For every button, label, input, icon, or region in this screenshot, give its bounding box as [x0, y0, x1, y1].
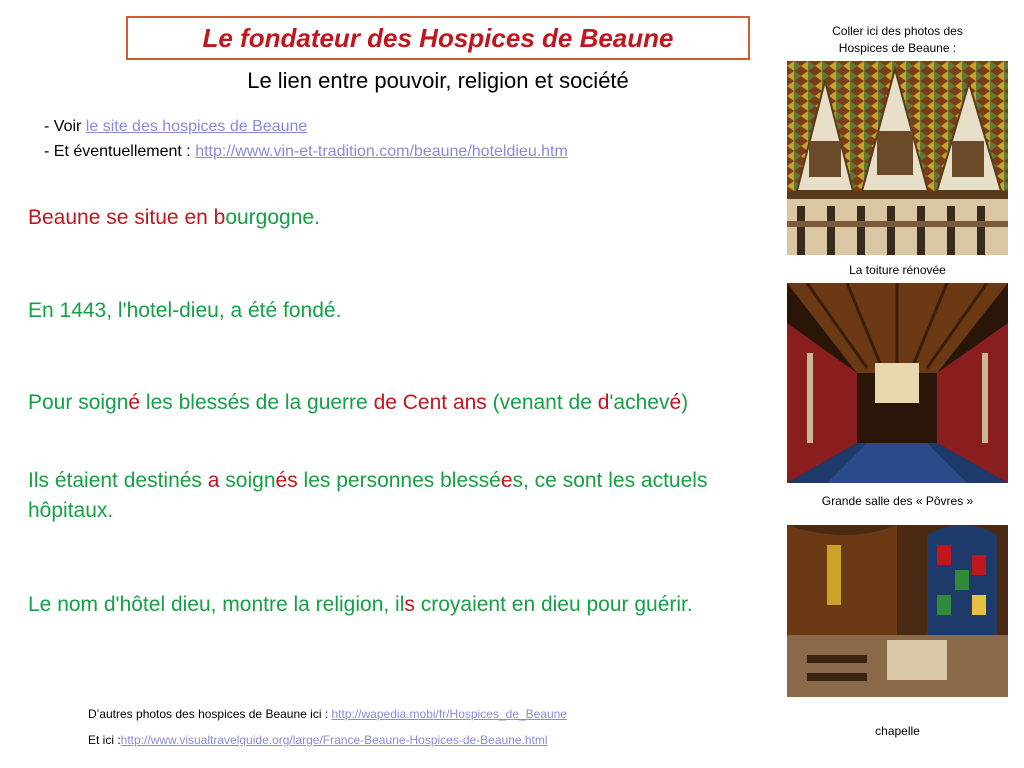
photo-great-hall-caption: Grande salle des « Pôvres »: [821, 494, 974, 508]
paragraph-religion: [28, 590, 773, 620]
p3-f: d: [597, 391, 610, 414]
voir-prefix: - Voir: [44, 118, 86, 135]
vin-tradition-link[interactable]: http://www.vin-et-tradition.com/beaune/hoteldieu.htm: [195, 143, 568, 160]
photo-chapel-caption: chapelle: [875, 724, 920, 738]
sidebar-heading-line-2: Hospices de Beaune :: [838, 41, 957, 55]
footer-line-2: [88, 733, 548, 747]
p4-e: les personnes blessé: [297, 469, 501, 492]
footer-line-1: [88, 707, 567, 721]
photo-roof-caption: La toiture rénovée: [849, 263, 946, 277]
p3-i: ): [681, 391, 689, 414]
paragraph-founded: En 1443, l'hotel-dieu, a été fondé.: [28, 299, 342, 322]
p3-g: 'achev: [609, 391, 670, 414]
sidebar-heading-line-1: Coller ici des photos des: [832, 24, 963, 38]
p4-g: s, ce sont les actuels hôpitaux.: [28, 469, 708, 522]
sidebar-heading: [787, 23, 1008, 57]
p4-c: soign: [219, 469, 276, 492]
p3-d: de Cent ans: [373, 391, 487, 414]
footer-1-prefix: D’autres photos des hospices de Beaune ici :: [88, 707, 332, 721]
p1-c: ourgogne.: [225, 206, 320, 229]
hospices-site-link[interactable]: le site des hospices de Beaune: [85, 118, 308, 135]
p3-a: Pour soign: [28, 391, 129, 414]
paragraph-hospitals: [28, 466, 773, 526]
p5-c: croyaient en dieu pour guérir.: [414, 593, 693, 616]
photo-great-hall: [787, 283, 1008, 483]
wapedia-link[interactable]: http://wapedia.mobi/fr/Hospices_de_Beaune: [331, 707, 567, 721]
visualtravelguide-link[interactable]: http://www.visualtravelguide.org/large/France-Beaune-Hospices-de-Beaune.html: [120, 733, 548, 747]
photo-chapel: [787, 525, 1008, 697]
paragraph-purpose: [28, 388, 773, 418]
links-line-voir: [44, 118, 307, 136]
p3-c: les blessés de la guerre: [140, 391, 374, 414]
p3-h: é: [669, 391, 682, 414]
links-line-eventuel: [44, 143, 568, 161]
p4-a: Ils étaient destinés: [28, 469, 208, 492]
roof-illustration: [787, 61, 1008, 255]
p3-e: (venant de: [486, 391, 598, 414]
page-title: Le fondateur des Hospices de Beaune: [202, 22, 674, 53]
p5-a: Le nom d'hôtel dieu, montre la religion, il: [28, 593, 405, 616]
p4-b: a: [207, 469, 220, 492]
p1-b: b: [213, 206, 226, 229]
p4-f: e: [500, 469, 513, 492]
p4-d: és: [275, 469, 298, 492]
page-subtitle: Le lien entre pouvoir, religion et société: [247, 68, 629, 93]
footer-2-prefix: Et ici :: [88, 733, 121, 747]
eventuel-prefix: - Et éventuellement :: [44, 143, 196, 160]
paragraph-location: [28, 203, 773, 233]
great-hall-illustration: [787, 283, 1008, 483]
photo-roof: [787, 61, 1008, 255]
title-box: [126, 16, 750, 60]
p3-b: é: [128, 391, 141, 414]
chapel-illustration: [787, 525, 1008, 697]
p1-a: Beaune se situe en: [28, 206, 214, 229]
p5-b: s: [404, 593, 415, 616]
